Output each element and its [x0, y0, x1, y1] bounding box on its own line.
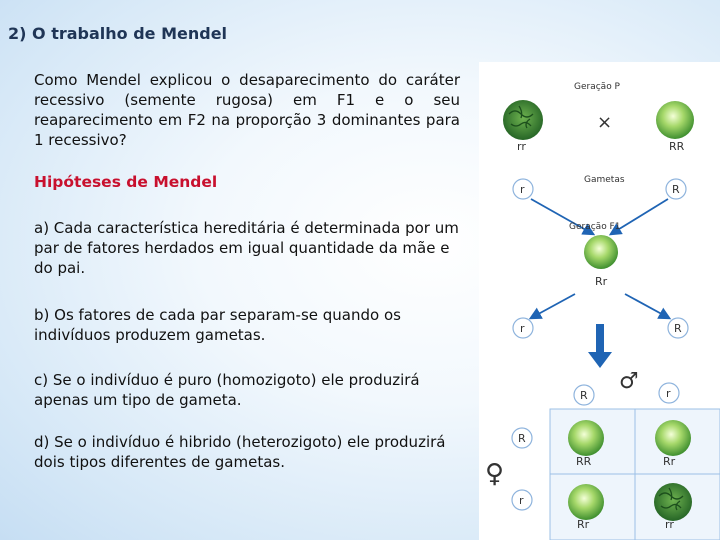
- punnett-square: [550, 409, 720, 540]
- arrow-f1-to-gamete-R: [625, 294, 669, 318]
- female-gamete-r: [512, 490, 532, 510]
- arrow-f1-to-gamete-r: [531, 294, 575, 318]
- male-gamete-R: [574, 385, 594, 405]
- male-symbol: ♂: [619, 369, 639, 394]
- hypotheses-title: Hipóteses de Mendel: [34, 173, 218, 191]
- male-gamete-r: [659, 383, 679, 403]
- cross-symbol: ×: [597, 112, 613, 133]
- smooth-pea-parent: [656, 101, 694, 139]
- svg-text:R: R: [580, 389, 588, 402]
- generation-p-label: Geração P: [574, 82, 620, 92]
- punnett-cell-2: Rr: [663, 455, 676, 468]
- svg-text:r: r: [520, 183, 525, 196]
- punnett-pea-Rr-bottom: [568, 484, 604, 520]
- punnett-pea-Rr-top: [655, 420, 691, 456]
- f1-gamete-R: [668, 318, 688, 338]
- female-gamete-R: [512, 428, 532, 448]
- svg-text:R: R: [518, 432, 526, 445]
- female-symbol: ♀: [485, 459, 505, 489]
- generation-f1-label: Geração F1: [569, 222, 621, 232]
- svg-text:r: r: [666, 387, 671, 400]
- punnett-cell-1: RR: [576, 455, 592, 468]
- hypothesis-c: c) Se o indivíduo é puro (homozigoto) ele produzirá apenas um tipo de gameta.: [34, 371, 420, 409]
- svg-text:R: R: [672, 183, 680, 196]
- gametes-label: Gametas: [584, 175, 625, 185]
- svg-text:r: r: [519, 494, 524, 507]
- slide-title: 2) O trabalho de Mendel: [8, 24, 228, 43]
- svg-text:R: R: [674, 322, 682, 335]
- smooth-pea-f1: [584, 235, 618, 269]
- punnett-pea-RR: [568, 420, 604, 456]
- gamete-r-parent: [513, 179, 533, 199]
- f1-gamete-r: [513, 318, 533, 338]
- punnett-cell-4: rr: [665, 518, 674, 531]
- punnett-pea-rr: [654, 483, 692, 521]
- hypothesis-a: a) Cada característica hereditária é determinada por um par de fatores herdados em igual quantidade da mãe e do pai.: [34, 219, 459, 277]
- parent-left-genotype: rr: [517, 140, 526, 153]
- mendel-cross-diagram: [479, 62, 720, 540]
- down-arrow-to-punnett: [588, 324, 612, 368]
- svg-text:r: r: [520, 322, 525, 335]
- hypothesis-d: d) Se o indivíduo é hibrido (heterozigoto) ele produzirá dois tipos diferentes de gametas.: [34, 433, 446, 471]
- hypothesis-b: b) Os fatores de cada par separam-se quando os indivíduos produzem gametas.: [34, 306, 401, 344]
- question-text: Como Mendel explicou o desaparecimento do caráter recessivo (semente rugosa) em F1 e o seu reaparecimento em F2 na proporção 3 dominantes para 1 recessivo?: [34, 71, 460, 149]
- punnett-cell-3: Rr: [577, 518, 590, 531]
- wrinkled-pea-parent: [503, 100, 543, 140]
- gamete-R-parent: [666, 179, 686, 199]
- f1-genotype: Rr: [595, 275, 608, 288]
- parent-right-genotype: RR: [669, 140, 685, 153]
